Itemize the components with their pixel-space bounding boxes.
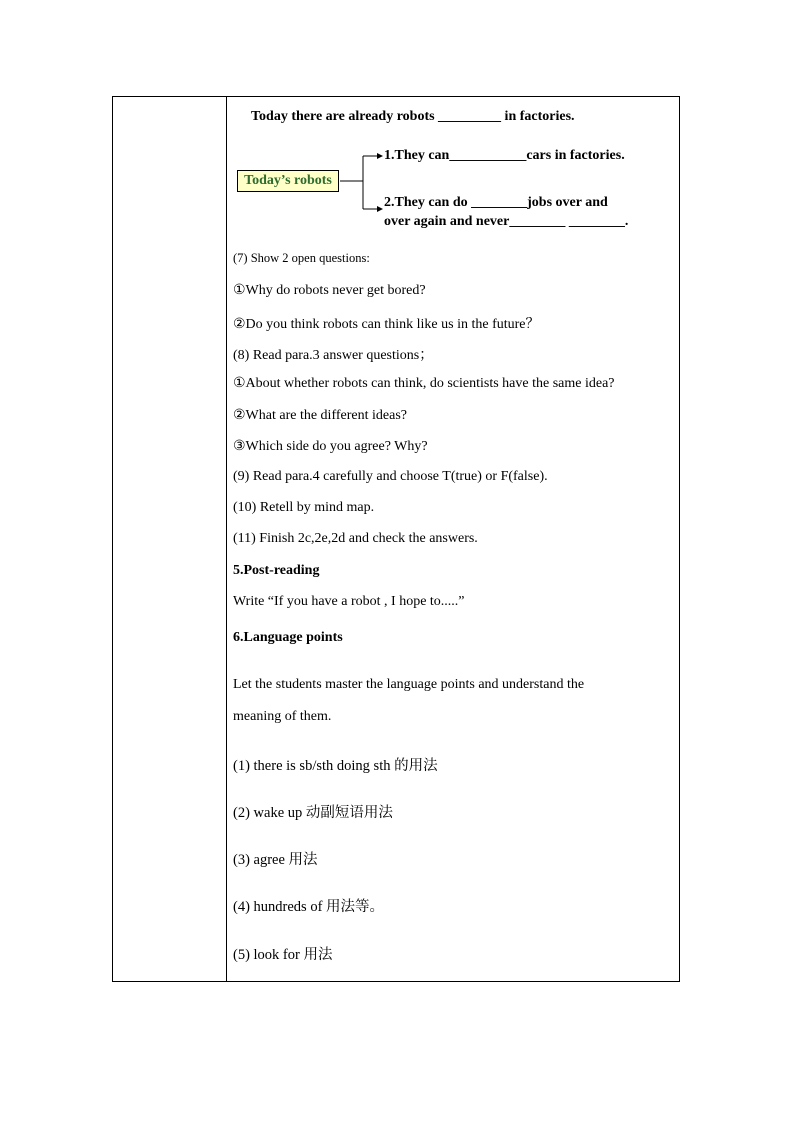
step-7-title: (7) Show 2 open questions:: [233, 251, 370, 265]
step-11: (11) Finish 2c,2e,2d and check the answers.: [233, 531, 478, 546]
step-8-question-3: ③Which side do you agree? Why?: [233, 439, 428, 454]
language-point-item: (3) agree 用法: [233, 852, 318, 868]
language-points-desc-line-2: meaning of them.: [233, 709, 332, 724]
language-points-heading: 6.Language points: [233, 630, 343, 645]
step-10: (10) Retell by mind map.: [233, 500, 375, 515]
intro-sentence: Today there are already robots _________ in factories.: [251, 109, 575, 124]
language-point-item: (1) there is sb/sth doing sth 的用法: [233, 758, 438, 774]
language-point-item: (4) hundreds of 用法等。: [233, 899, 385, 915]
language-point-item: (5) look for 用法: [233, 947, 333, 963]
step-7-question-2: ②Do you think robots can think like us in the future？: [233, 317, 540, 332]
branch-2-line-1: 2.They can do ________jobs over and: [384, 195, 608, 210]
step-8-question-1: ①About whether robots can think, do scientists have the same idea?: [233, 376, 615, 391]
lesson-table: [112, 96, 680, 982]
step-7-question-1: ①Why do robots never get bored?: [233, 283, 426, 298]
branch-2-line-2: over again and never________ ________.: [384, 214, 629, 229]
post-reading-heading: 5.Post-reading: [233, 563, 320, 578]
post-reading-task: Write “If you have a robot , I hope to.....”: [233, 594, 465, 609]
todays-robots-box: [237, 170, 339, 192]
step-9: (9) Read para.4 carefully and choose T(true) or F(false).: [233, 469, 548, 484]
content-cell: [227, 97, 679, 981]
language-point-item: (2) wake up 动副短语用法: [233, 805, 393, 821]
branch-1: 1.They can___________cars in factories.: [384, 148, 625, 163]
step-8-question-2: ②What are the different ideas?: [233, 408, 407, 423]
language-points-desc-line-1: Let the students master the language points and understand the: [233, 677, 585, 692]
todays-robots-label: Today’s robots: [244, 173, 332, 188]
step-8-title: (8) Read para.3 answer questions；: [233, 348, 434, 363]
